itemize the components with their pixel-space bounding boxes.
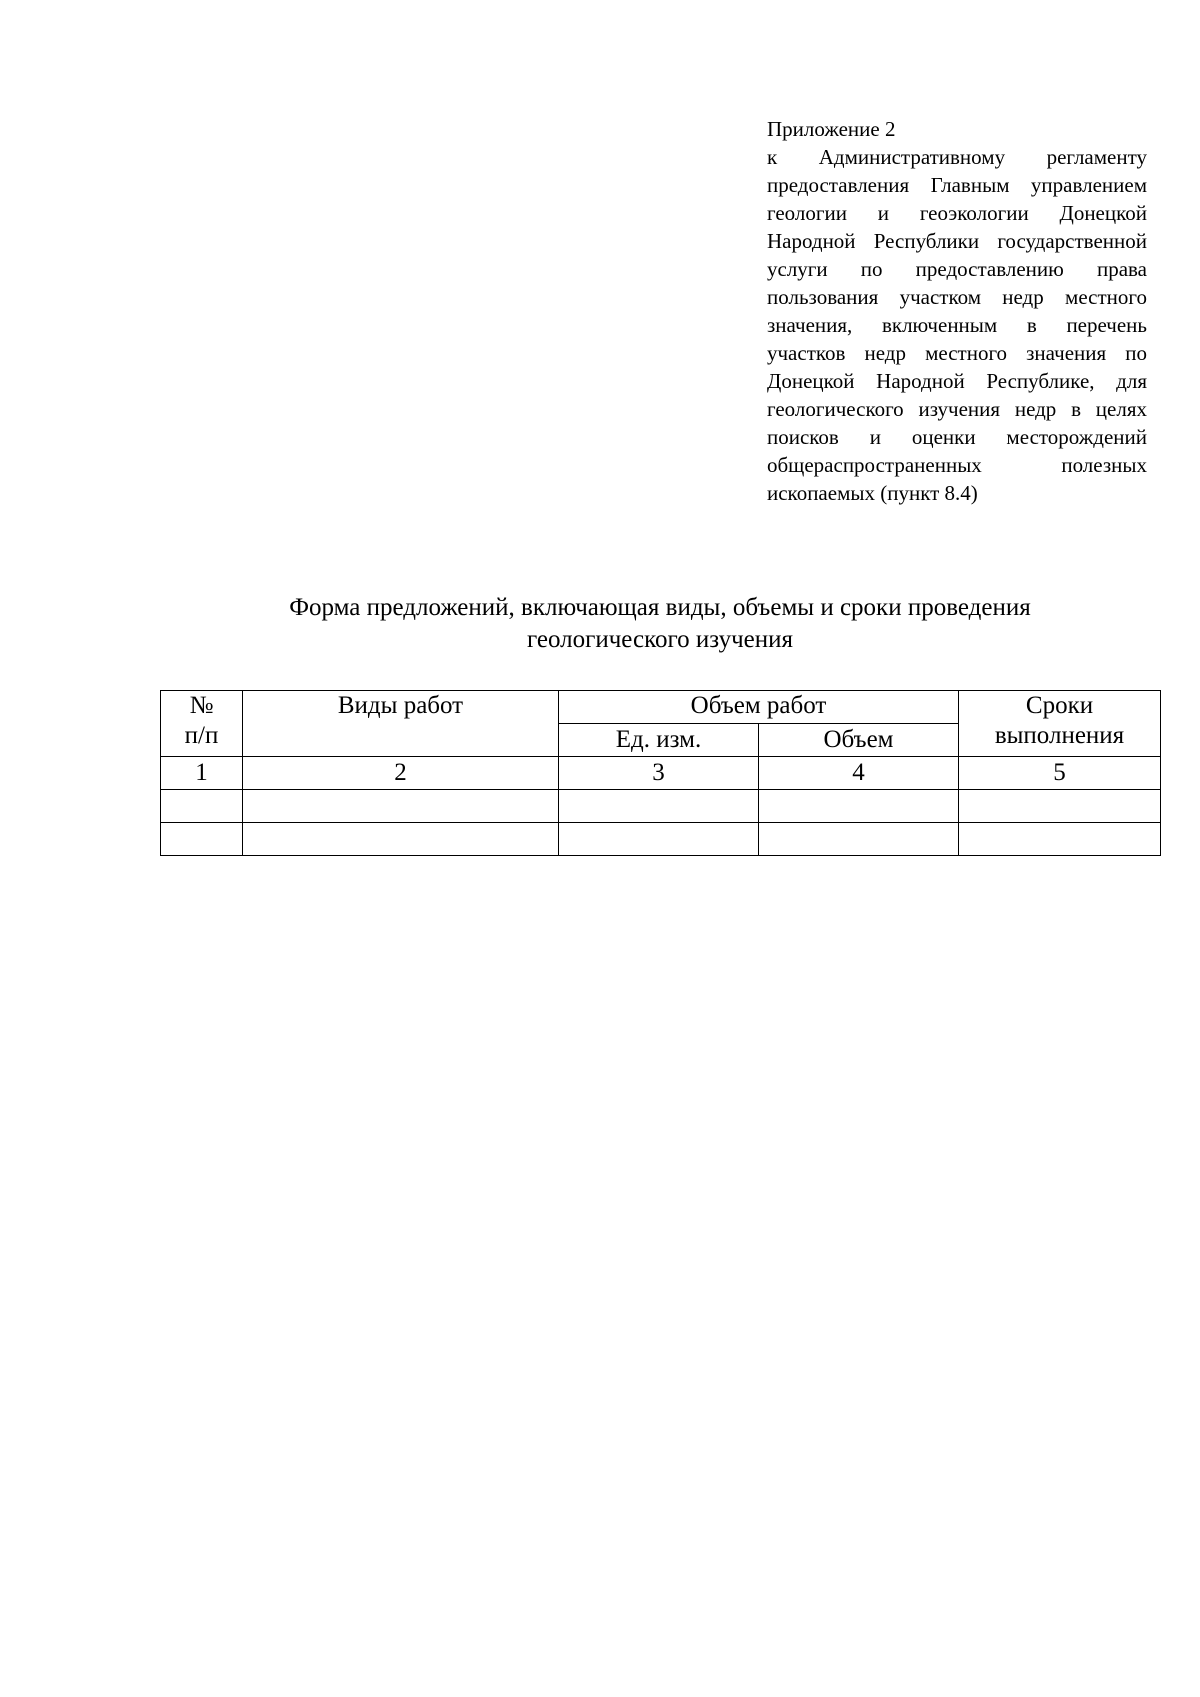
header-num-line2: п/п: [184, 722, 219, 749]
header-deadline-line1: Сроки: [1025, 692, 1094, 719]
table-row: [161, 823, 1161, 856]
form-title: [150, 592, 1170, 656]
empty-cell[interactable]: [161, 790, 243, 823]
appendix-title: Приложение 2: [767, 117, 896, 141]
column-number: 5: [959, 757, 1161, 790]
column-number-row: [161, 757, 1161, 790]
header-deadline: [959, 691, 1161, 757]
appendix-block: [767, 115, 1147, 507]
appendix-text: к Административному регламенту предоставления Главным управлением геологии и геоэкологии Донецкой Народной Республики государственной услуги по предоставлению права пользования участком недр местного значения, включенным в перечень участков недр местного значения по Донецкой Народной Республике, для геологического изучения недр в целях поисков и оценки месторождений общераспространенных полезных ископаемых (пункт 8.4): [767, 145, 1147, 505]
header-deadline-line2: выполнения: [994, 722, 1125, 749]
column-number: 3: [559, 757, 759, 790]
empty-cell[interactable]: [243, 790, 559, 823]
table-header-row: [161, 691, 1161, 724]
header-work-types: Виды работ: [243, 691, 559, 757]
header-num: [161, 691, 243, 757]
header-unit: Ед. изм.: [559, 724, 759, 757]
empty-cell[interactable]: [559, 790, 759, 823]
header-volume-group: Объем работ: [559, 691, 959, 724]
column-number: 4: [759, 757, 959, 790]
empty-cell[interactable]: [759, 823, 959, 856]
empty-cell[interactable]: [243, 823, 559, 856]
empty-cell[interactable]: [959, 823, 1161, 856]
column-number: 2: [243, 757, 559, 790]
proposal-table: [160, 690, 1161, 856]
column-number: 1: [161, 757, 243, 790]
empty-cell[interactable]: [759, 790, 959, 823]
table-row: [161, 790, 1161, 823]
form-title-line1: Форма предложений, включающая виды, объемы и сроки проведения: [289, 594, 1031, 621]
header-volume: Объем: [759, 724, 959, 757]
empty-cell[interactable]: [559, 823, 759, 856]
form-title-line2: геологического изучения: [526, 626, 794, 653]
empty-cell[interactable]: [161, 823, 243, 856]
empty-cell[interactable]: [959, 790, 1161, 823]
header-num-line1: №: [189, 692, 214, 719]
